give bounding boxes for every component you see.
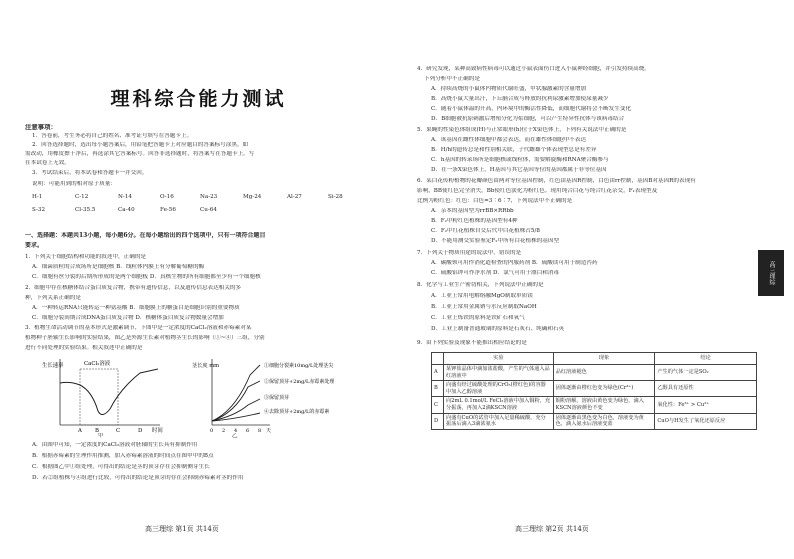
treatment-box <box>80 369 118 425</box>
table-cell: B <box>432 381 444 397</box>
table-cell: C <box>432 397 444 413</box>
q6-option: A．亲本的基因型为rrBB×RRbb <box>431 208 514 214</box>
notice-line: 2．回答选择题时，选出每小题答案后，用铅笔把答题卡上对应题目的答案标号涂黑。如 <box>32 142 249 148</box>
x-axis-unit: 时间 <box>152 428 163 434</box>
tick-label: 8 <box>258 428 262 434</box>
notice-line: 在本试卷上无效。 <box>25 160 70 166</box>
tick-label: D <box>138 428 143 434</box>
tick-label: A <box>78 428 82 434</box>
q8-option: D．工业上制备普通玻璃的原料是石灰石、纯碱和石英 <box>431 326 565 332</box>
q8-option: A．工业上常用电解熔融MgO制取单质镁 <box>431 293 533 299</box>
table-header: 现象 <box>553 353 655 365</box>
table-row <box>432 381 757 397</box>
table-cell: A <box>432 365 444 381</box>
q5-stem: 5．果蝇的性染色体组成(H)与正常眼形(h)位于X染色体上，下列有关说法中正确的是 <box>417 127 627 133</box>
q2-stem: 种，下列关系正确的是 <box>25 295 81 301</box>
page-footer: 高三理综 第2页 共14页 <box>515 525 589 533</box>
right-page <box>397 0 794 559</box>
q3-stem: 植物种子胚轴生长影响的实验结果，图乙是外源生长素对植物茎生长的影响（①~④）三组，分别 <box>25 335 265 341</box>
atomic-mass: S-32 <box>32 207 46 213</box>
table-cell: 固体逐渐由橙红色变为绿色(Cr³⁺) <box>553 381 655 397</box>
q5-option: A．该基因在雌性体细胞中都会表达，而在雄性体细胞中不表达 <box>431 137 587 143</box>
notice-line: 1．答卷前，考生务必将自己的姓名、准考证号填写在答题卡上。 <box>32 133 193 139</box>
q6-option: B．F₂中粉红色植株的基因型有4种 <box>431 218 518 224</box>
figure-caption: 甲 <box>98 433 104 439</box>
series-label: ①细胞分裂素10mg/L处理茎尖 <box>264 363 334 369</box>
notice-heading: 注意事项： <box>25 124 57 131</box>
notice-line: 3．考试结束后，将本试卷和答题卡一并交回。 <box>32 170 148 176</box>
atomic-mass: N-14 <box>118 194 132 200</box>
y-axis-label: 生长速率 <box>42 363 64 369</box>
atomic-mass: Cu-64 <box>200 207 217 213</box>
table-cell: 向盛有CuO的试管中加入足量稀硫酸，充分振荡后滴入3滴浓氨水 <box>443 413 553 429</box>
atomic-mass: O-16 <box>160 194 174 200</box>
growth-curve <box>60 369 158 415</box>
figure-yi <box>190 353 375 435</box>
tick-label: C <box>116 428 121 434</box>
q8-option: B．工业上常用金属钠与水反应制取NaOH <box>431 304 537 310</box>
q5-option: D．在一条X染色体上，H基因与其它基因等位的基因都属于非等位基因 <box>431 167 607 173</box>
q2-stem: 2．细胞中存在核糖体结合蛋白质复合物，携带有遗传信息，以及遗传信息表达相关的多 <box>25 285 242 291</box>
q3-option: D．若②组植株与④组进行比较，可得出的结论是顶芽的存在会抑制赤霉素对茎的作用 <box>32 475 244 481</box>
q6-stem: 影响，BB使红色完全消失，Bb使红色淡化为粉红色。现用纯合白花与纯合红花杂交，F₁表现型及 <box>417 188 658 194</box>
figure-caption: 乙 <box>232 433 238 439</box>
q3-stem: 3．植物生命活动调节的基本形式是激素调节，下图甲是一定浓度的CaCl₂溶液和赤霉素对某 <box>25 325 252 331</box>
section-heading: 要求。 <box>25 242 44 249</box>
series-label: ③保留顶芽 <box>264 395 290 401</box>
tick-label: B <box>95 428 99 434</box>
q4-option: B．高烧小鼠大量出汗，下丘脑合成与释放的抗利尿激素增加使尿量减少 <box>431 96 609 102</box>
q5-option: B．H/h的遗传总是和性别相关联，子代雌雄个体表现型总是有差异 <box>431 147 597 153</box>
table-row <box>432 365 757 381</box>
notice-line: 需改动，用橡皮擦干净后，再选涂其它答案标号。回答非选择题时，将答案写在答题卡上。写 <box>25 151 255 157</box>
q4-option: D．B细胞被抗原刺激后增殖分化为浆细胞，可以产生特异性抗体与该病毒结合 <box>431 116 625 122</box>
table-header <box>432 353 444 365</box>
table-cell: 固体逐渐由黑色变为白色，溶液变为黄色，滴入氨水后溶液变蓝 <box>553 413 655 429</box>
side-tab: 高三理综 <box>758 250 784 296</box>
q3-option: C．根据图乙中①组处理，可得出的结论是茎的顶芽存在会抑制侧芽生长 <box>32 464 210 470</box>
table-cell: 氧化性：Fe³⁺ > Cu²⁺ <box>655 397 757 413</box>
q3-option: B．根据赤霉素的生理作用推测，加入赤霉素溶液的时间点在图甲中的B点 <box>32 453 214 459</box>
q4-stem: 下列分析中不正确的是 <box>424 76 480 82</box>
atomic-mass: Ca-40 <box>118 207 135 213</box>
q4-option: C．随着小鼠体温的升高，内环境中的酶活性降低，而细胞代谢将会不断发生变化 <box>431 106 632 112</box>
tick-label: 4 <box>234 428 238 434</box>
atomic-mass: H-1 <box>32 194 43 200</box>
table-cell: 铜粉溶解，溶液由黄色变为绿色，滴入KSCN溶液颜色不变 <box>553 397 655 413</box>
table-cell: 产生的气体一定是SO₂ <box>655 365 757 381</box>
table-header: 实验 <box>443 353 553 365</box>
q7-option: A．碳酸钡可用作消化道检查的内服药剂 B．硫酸镁可用于制造泻药 <box>431 260 598 266</box>
atomic-mass: Fe-56 <box>160 207 176 213</box>
atomic-mass: Na-23 <box>200 194 218 200</box>
q1-option: A．细菌质粒的合成场所是细胞核 B．线粒体内膜上有分解葡萄糖的酶 <box>32 264 205 270</box>
figure-jia <box>40 353 170 435</box>
table-cell: 向盛有经过硫酸处理的CrO₃(橙红色)的容器中加入乙醇溶液 <box>443 381 553 397</box>
q4-stem: 4．研究发现，某种高致病性病毒可以通过小鼠表面伤口进入小鼠神经细胞，并引发持续高烧。 <box>417 66 650 72</box>
q4-option: A．持续高烧的小鼠体内物质代谢旺盛，甲状腺激素的含量增加 <box>431 86 587 92</box>
table-cell: 某钾盐晶体中滴加浓盐酸，产生的气体通入品红溶液中 <box>443 365 553 381</box>
q6-option: D．不能用测交实验鉴定F₂中所有白花植株的基因型 <box>431 238 560 244</box>
tick-label: 2 <box>222 428 226 434</box>
atomic-mass: Si-28 <box>328 194 343 200</box>
q1-option: C．细胞有丝分裂的后期所形成的是两个细胞板 D．真核生物的所有细胞都至少有一个细胞核 <box>32 274 261 280</box>
tick-label: 0 <box>210 428 214 434</box>
q9-stem: 9．由下列实验及现象不能推出相应结论的是 <box>417 340 527 346</box>
table-row <box>432 397 757 413</box>
atomic-mass: C-12 <box>75 194 89 200</box>
table-cell: D <box>432 413 444 429</box>
table-header: 结论 <box>655 353 757 365</box>
q3-option: A．由图甲可知，一定浓度的CaCl₂溶液对胚轴的生长具有抑制作用 <box>32 442 198 448</box>
series-label: ④去除顶芽+2mg/L的赤霉素 <box>264 409 330 415</box>
table-row <box>432 413 757 429</box>
q2-option: C．细胞分裂间期合成DNA蛋白质复合物 D．核糖体蛋白质复合物数量会增加 <box>32 315 224 321</box>
exam-title: 理科综合能力测试 <box>110 88 287 110</box>
atomic-mass: Mg-24 <box>243 194 262 200</box>
atomic-mass: Al-27 <box>287 194 302 200</box>
series-label: ②保留顶芽+2mg/L赤霉素处理 <box>264 379 335 385</box>
q3-stem: 进行不同处理的实验结果。相关叙述中正确的是 <box>25 345 143 351</box>
q6-stem: 比例为粉红色：红色：白色=3∶6∶7，下列说法中不正确的是 <box>417 198 573 204</box>
q6-stem: 6．某白花传粉植物的花瓣颜色由两对等位基因控制，红色由基因R控制，白色由rr控制，基因B对基因R的表现有 <box>417 178 696 184</box>
page-footer: 高三理综 第1页 共14页 <box>145 525 219 533</box>
experiment-table <box>431 352 757 430</box>
table-cell: 向2mL 0.1mol/L FeCl₃溶液中加入铜粉，充分振荡，再加入2滴KSCN溶液 <box>443 397 553 413</box>
q5-option: C．h基因的转录场所是细胞核或线粒体，需要解旋酶和RNA聚合酶参与 <box>431 157 609 163</box>
section-heading: 一、选择题：本题共13小题，每小题6分。在每小题给出的四个选项中，只有一项符合题目 <box>25 232 266 239</box>
notice-line: 说明：可能用到的相对原子质量： <box>32 181 116 187</box>
table-cell: CuO与H发生了氧化还原反应 <box>655 413 757 429</box>
atomic-mass: Cl-35.5 <box>75 207 96 213</box>
table-header-row <box>432 353 757 365</box>
legend-label: CaCl₂溶液 <box>84 361 111 367</box>
q8-stem: 8．化学与工业生产密切相关，下列说法中正确的是 <box>417 282 544 288</box>
tick-label: 6 <box>246 428 250 434</box>
x-axis-unit: 天 <box>266 428 272 434</box>
q8-option: C．工业上炼铁的原料是铁矿石和氧气 <box>431 315 525 321</box>
table-cell: 品红溶液褪色 <box>553 365 655 381</box>
table-cell: 乙醇具有还原性 <box>655 381 757 397</box>
q6-option: C．F₂中红花植株自交后代中白花植株占5/8 <box>431 228 540 234</box>
q2-option: A．一种转运RNA只能转运一种氨基酸 B．细胞膜上的糖蛋白是细胞识别的重要物质 <box>32 305 240 311</box>
q7-option: C．硫酸铝钾可作净水剂 D．氯气可用于漂白和消毒 <box>431 270 560 276</box>
y-axis-label: 茎长度 mm <box>192 363 220 369</box>
q7-stem: 7．下列关于物质用途的说法中，错误的是 <box>417 250 522 256</box>
q1-stem: 1．下列关于细胞结构和功能的叙述中，正确的是 <box>25 254 147 260</box>
